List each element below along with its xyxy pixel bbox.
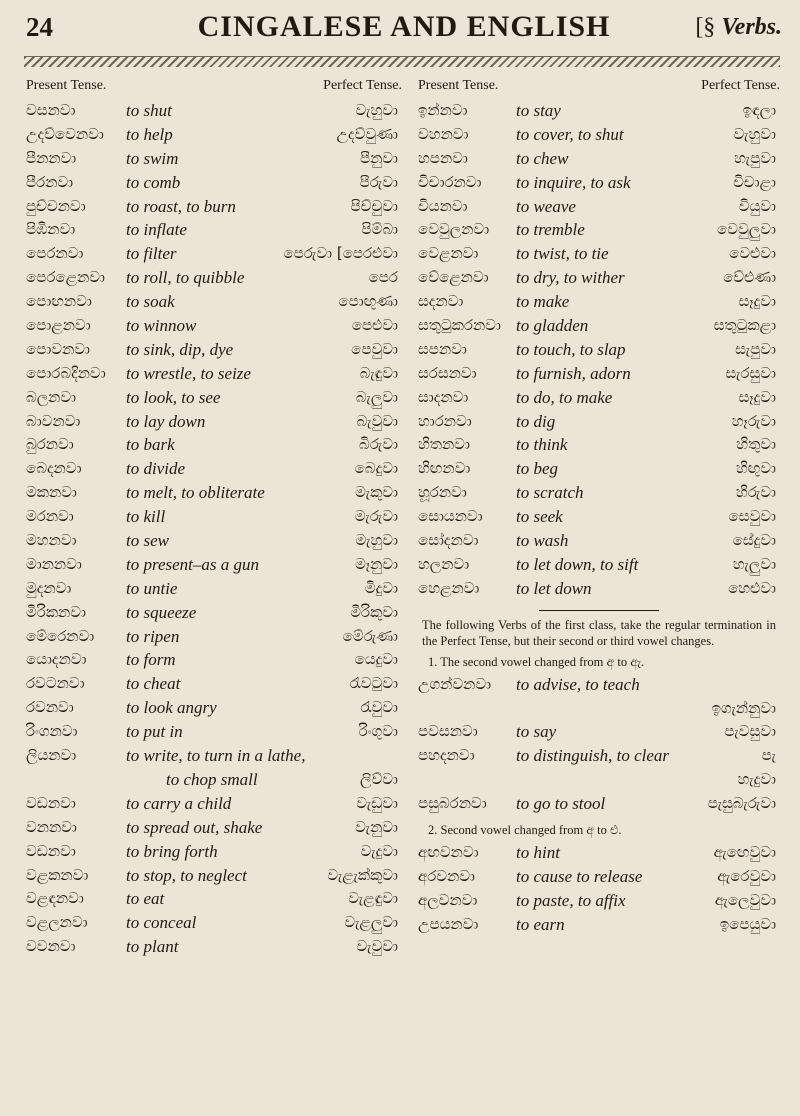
- divider: [539, 610, 659, 611]
- verb-entry-row: [26, 148, 402, 172]
- sinhala-perfect-tense: බෙදුවා: [354, 459, 398, 478]
- sinhala-present-tense: මරනවා: [26, 507, 74, 526]
- sinhala-present-tense: පහදනවා: [418, 746, 475, 765]
- english-meaning: to say: [516, 722, 557, 742]
- sinhala-perfect-tense: වැඩුවා: [356, 793, 398, 812]
- verb-entry-row: [26, 100, 402, 124]
- sinhala-present-tense: පොඟනවා: [26, 292, 92, 311]
- sinhala-present-tense: අඟවනවා: [418, 843, 479, 862]
- verb-entry-row: [26, 530, 402, 554]
- english-meaning: to gladden: [516, 316, 589, 336]
- verb-entry-row: [418, 842, 780, 866]
- sinhala-perfect-tense: මෑනුවා: [355, 554, 398, 573]
- sinhala-perfect-tense: වැහුවා: [355, 101, 398, 119]
- sinhala-perfect-tense: වැළැක්කුවා: [327, 865, 398, 884]
- verb-entry-row: [418, 148, 780, 172]
- english-meaning: to dig: [516, 411, 556, 431]
- english-meaning: to cheat: [126, 674, 181, 694]
- sinhala-perfect-tense: මැහුවා: [355, 531, 398, 550]
- english-meaning: to present–as a gun: [126, 554, 260, 574]
- sinhala-perfect-tense: සෑදුවා: [738, 292, 776, 311]
- sinhala-present-tense: මුදනවා: [26, 578, 72, 597]
- english-meaning: to wash: [516, 531, 569, 551]
- sinhala-perfect-tense: පෙවුවා: [351, 339, 398, 358]
- sinhala-present-tense: බුරනවා: [26, 435, 74, 454]
- sinhala-present-tense: බලනවා: [26, 387, 77, 406]
- sinhala-present-tense: පසුබරනවා: [418, 794, 487, 813]
- verb-entry-row: [418, 554, 780, 578]
- sinhala-perfect-tense: වැළඳුවා: [348, 889, 398, 908]
- english-meaning: to chop small: [166, 769, 258, 789]
- english-meaning: to roast, to burn: [126, 196, 236, 216]
- english-meaning: to swim: [126, 148, 179, 168]
- verb-entry-row: [418, 530, 780, 554]
- note-paragraph: The following Verbs of the first class, take the regular termination in the Perfect Tense, but their second or third vowel changes.: [422, 617, 776, 648]
- english-meaning: to chew: [516, 148, 569, 168]
- verb-entry-row: [418, 411, 780, 435]
- sinhala-perfect-tense: ඉගැන්නුවා: [711, 698, 776, 717]
- right-column-header: [418, 78, 780, 98]
- verb-entry-row: [26, 841, 402, 865]
- sinhala-present-tense: සරසනවා: [418, 363, 477, 382]
- sinhala-present-tense: වළඳනවා: [26, 889, 84, 908]
- verb-entry-row: [418, 698, 780, 722]
- verb-entry-row: [26, 888, 402, 912]
- sinhala-perfect-tense: පෙරුවා [පෙරළුවා: [283, 244, 398, 263]
- left-column: [26, 78, 402, 960]
- verb-entry-row: [418, 482, 780, 506]
- english-meaning: to touch, to slap: [516, 339, 626, 359]
- sinhala-perfect-tense: මැකුවා: [355, 483, 398, 502]
- sinhala-present-tense: වඩනවා: [26, 793, 76, 812]
- verb-entry-row: [26, 602, 402, 626]
- sinhala-present-tense: හාරනවා: [418, 411, 472, 430]
- verb-entry-row: [418, 100, 780, 124]
- verb-entry-row: [26, 769, 402, 793]
- page-header: [26, 4, 782, 54]
- english-meaning: to put in: [126, 722, 183, 742]
- english-meaning: to plant: [126, 937, 179, 957]
- sinhala-perfect-tense: බැවුවා: [356, 411, 398, 430]
- english-meaning: to bring forth: [126, 841, 218, 861]
- english-meaning: to winnow: [126, 316, 197, 336]
- sinhala-perfect-tense: පෙර: [368, 268, 398, 287]
- sinhala-perfect-tense: හිතුවා: [736, 435, 776, 454]
- verb-entry-row: [418, 890, 780, 914]
- perfect-tense-heading: Perfect Tense.: [701, 78, 780, 93]
- verb-entry-row: [26, 411, 402, 435]
- section-label: [695, 14, 782, 41]
- english-meaning: to bark: [126, 435, 175, 455]
- perfect-tense-heading: Perfect Tense.: [323, 78, 402, 93]
- sinhala-perfect-tense: ඇඟෙවුවා: [713, 843, 776, 862]
- sinhala-present-tense: පෙරනවා: [26, 244, 84, 263]
- verb-entry-row: [26, 506, 402, 530]
- sinhala-perfect-tense: හිඟුවා: [735, 459, 776, 478]
- sinhala-present-tense: වෙවුලනවා: [418, 220, 490, 239]
- sinhala-present-tense: රවනවා: [26, 698, 74, 717]
- sinhala-present-tense: වහනවා: [418, 124, 469, 143]
- sinhala-present-tense: සෝදනවා: [418, 531, 479, 550]
- sinhala-perfect-tense: හෙළුවා: [728, 578, 776, 597]
- sinhala-present-tense: සපනවා: [418, 339, 467, 358]
- english-meaning: to furnish, adorn: [516, 363, 631, 383]
- sinhala-present-tense: සාදනවා: [418, 387, 469, 406]
- english-meaning: to dry, to wither: [516, 268, 625, 288]
- sinhala-perfect-tense: බැලුවා: [355, 387, 398, 406]
- rule-1-heading: 1. The second vowel changed from අ to ඇ.: [428, 654, 645, 669]
- verb-entry-row: [418, 172, 780, 196]
- sinhala-present-tense: මිරිකනවා: [26, 602, 86, 621]
- verb-entry-row: [418, 674, 780, 698]
- english-meaning: to inquire, to ask: [516, 172, 631, 192]
- english-meaning: to kill: [126, 507, 166, 527]
- verb-entry-row: [418, 315, 780, 339]
- sinhala-perfect-tense: වැවුවා: [356, 937, 398, 956]
- english-meaning: to shut: [126, 101, 172, 120]
- english-meaning: to hint: [516, 843, 560, 863]
- verb-entry-row: [418, 866, 780, 890]
- sinhala-present-tense: වේළෙනවා: [418, 268, 489, 287]
- sinhala-present-tense: මානනවා: [26, 554, 82, 573]
- present-tense-heading: Present Tense.: [26, 78, 107, 93]
- sinhala-perfect-tense: හැපුවා: [734, 148, 776, 167]
- sinhala-present-tense: අලවනවා: [418, 890, 478, 909]
- rule-2-verb-list: [418, 842, 780, 938]
- sinhala-perfect-tense: යෙදුවා: [354, 650, 398, 669]
- verb-entry-row: [26, 817, 402, 841]
- verb-entry-row: [418, 243, 780, 267]
- sinhala-perfect-tense: සැපුවා: [735, 339, 776, 358]
- verb-entry-row: [26, 267, 402, 291]
- sinhala-perfect-tense: රැවුවා: [360, 698, 398, 717]
- verb-entry-row: [418, 914, 780, 938]
- sinhala-present-tense: පොරබදිනවා: [26, 363, 106, 382]
- sinhala-perfect-tense: ඇලෙවුවා: [714, 890, 776, 909]
- sinhala-present-tense: උපයනවා: [418, 914, 479, 933]
- verb-entry-row: [26, 912, 402, 936]
- verb-entry-row: [418, 387, 780, 411]
- sinhala-present-tense: බෙදනවා: [26, 459, 82, 478]
- sinhala-present-tense: පොවනවා: [26, 339, 90, 358]
- sinhala-present-tense: හිතනවා: [418, 435, 470, 454]
- verb-entry-row: [418, 339, 780, 363]
- rule-1-verb-list: [418, 674, 780, 817]
- verb-entry-row: [26, 243, 402, 267]
- sinhala-present-tense: යොදනවා: [26, 650, 87, 669]
- english-meaning: to melt, to obliterate: [126, 483, 265, 503]
- page-number: 24: [26, 12, 53, 42]
- verb-entry-row: [26, 315, 402, 339]
- sinhala-present-tense: වනනවා: [26, 817, 77, 836]
- sinhala-perfect-tense: වෙළුවා: [729, 244, 776, 263]
- decorative-rule: [24, 56, 780, 67]
- english-meaning: to spread out, shake: [126, 817, 263, 837]
- sinhala-perfect-tense: පොඟුණා: [338, 292, 398, 311]
- sinhala-perfect-tense: ඇරෙවුවා: [717, 866, 776, 885]
- english-meaning: to wrestle, to seize: [126, 363, 251, 383]
- sinhala-present-tense: සදනවා: [418, 292, 464, 311]
- verb-entry-row: [418, 721, 780, 745]
- english-meaning: to distinguish, to clear: [516, 746, 669, 766]
- sinhala-perfect-tense: හෑරුවා: [731, 411, 776, 430]
- verb-entry-row: [26, 387, 402, 411]
- english-meaning: to look, to see: [126, 387, 221, 407]
- sinhala-perfect-tense: රිංගුවා: [358, 722, 398, 741]
- right-verb-list: [418, 100, 780, 602]
- sinhala-perfect-tense: හැදුවා: [737, 770, 776, 789]
- sinhala-present-tense: පිඹිනවා: [26, 220, 76, 239]
- sinhala-perfect-tense: වෙවුලුවා: [717, 220, 776, 239]
- english-meaning: to stay: [516, 101, 561, 120]
- english-meaning: to advise, to teach: [516, 674, 640, 694]
- verb-entry-row: [418, 196, 780, 220]
- english-meaning: to let down, to sift: [516, 554, 639, 574]
- sinhala-present-tense: හලනවා: [418, 554, 470, 573]
- sinhala-perfect-tense: පිච්චුවා: [350, 196, 398, 215]
- verb-entry-row: [26, 793, 402, 817]
- sinhala-present-tense: බාවනවා: [26, 411, 81, 430]
- sinhala-present-tense: පෙරළෙනවා: [26, 268, 105, 287]
- sinhala-perfect-tense: පැවසුවා: [724, 722, 776, 741]
- sinhala-present-tense: පීරනවා: [26, 172, 74, 191]
- verb-entry-row: [26, 482, 402, 506]
- sinhala-perfect-tense: වැදුවා: [360, 841, 398, 860]
- verb-entry-row: [26, 458, 402, 482]
- english-meaning: to scratch: [516, 483, 584, 503]
- verb-entry-row: [26, 673, 402, 697]
- english-meaning: to twist, to tie: [516, 244, 609, 264]
- verb-entry-row: [26, 578, 402, 602]
- verb-entry-row: [26, 434, 402, 458]
- sinhala-perfect-tense: ඉපෙයුවා: [719, 914, 776, 933]
- present-tense-heading: Present Tense.: [418, 78, 499, 93]
- sinhala-present-tense: රවටනවා: [26, 674, 85, 693]
- verb-entry-row: [26, 363, 402, 387]
- english-meaning: to ripen: [126, 626, 180, 646]
- sinhala-perfect-tense: ලිව්වා: [360, 769, 398, 788]
- sinhala-perfect-tense: හැලුවා: [732, 554, 776, 573]
- verb-entry-row: [418, 745, 780, 769]
- sinhala-perfect-tense: සේදුවා: [732, 531, 776, 550]
- sinhala-present-tense: හූරනවා: [418, 483, 467, 502]
- sinhala-present-tense: රිංගනවා: [26, 722, 78, 741]
- sinhala-present-tense: පොළනවා: [26, 316, 91, 335]
- sinhala-present-tense: පීනනවා: [26, 148, 77, 167]
- verb-entry-row: [26, 626, 402, 650]
- sinhala-present-tense: පුච්චනවා: [26, 196, 86, 215]
- sinhala-present-tense: ලියනවා: [26, 746, 77, 765]
- sinhala-perfect-tense: වැනුවා: [355, 817, 398, 836]
- sinhala-perfect-tense: බිරුවා: [359, 435, 398, 454]
- sinhala-perfect-tense: විචාළා: [733, 172, 776, 191]
- sinhala-perfect-tense: සතුටුකළා: [713, 316, 776, 335]
- english-meaning: to earn: [516, 914, 565, 934]
- left-verb-list: [26, 100, 402, 960]
- sinhala-present-tense: මේරෙනවා: [26, 626, 95, 645]
- verb-entry-row: [418, 363, 780, 387]
- sinhala-present-tense: හිඟනවා: [418, 459, 471, 478]
- verb-entry-row: [418, 434, 780, 458]
- verb-entry-row: [418, 458, 780, 482]
- section-word: Verbs.: [721, 14, 782, 40]
- sinhala-perfect-tense: පැ: [761, 746, 776, 765]
- english-meaning: to look angry: [126, 698, 217, 718]
- english-meaning: to carry a child: [126, 793, 232, 813]
- sinhala-present-tense: වෙළනවා: [418, 244, 479, 263]
- verb-entry-row: [26, 291, 402, 315]
- english-meaning: to roll, to quibble: [126, 268, 245, 288]
- english-meaning: to help: [126, 124, 173, 144]
- english-meaning: to tremble: [516, 220, 585, 240]
- english-meaning: to squeeze: [126, 602, 197, 622]
- sinhala-perfect-tense: හිරුවා: [735, 483, 776, 502]
- sinhala-perfect-tense: රැවටුවා: [349, 674, 398, 693]
- sinhala-perfect-tense: බැඳුවා: [359, 363, 398, 382]
- verb-entry-row: [418, 506, 780, 530]
- english-meaning: to sink, dip, dye: [126, 339, 234, 359]
- section-symbol: [§: [695, 14, 716, 40]
- sinhala-present-tense: සතුටුකරනවා: [418, 316, 501, 335]
- english-meaning: to paste, to affix: [516, 890, 626, 910]
- sinhala-present-tense: හෙළනවා: [418, 578, 480, 597]
- english-meaning: to untie: [126, 578, 178, 598]
- verb-entry-row: [26, 697, 402, 721]
- english-meaning: to conceal: [126, 913, 197, 933]
- verb-entry-row: [26, 172, 402, 196]
- sinhala-perfect-tense: උදව්වුණා: [336, 124, 398, 143]
- verb-entry-row: [26, 554, 402, 578]
- verb-entry-row: [26, 721, 402, 745]
- sinhala-present-tense: පවසනවා: [418, 722, 478, 741]
- verb-entry-row: [418, 578, 780, 602]
- verb-entry-row: [26, 649, 402, 673]
- english-meaning: to beg: [516, 459, 559, 479]
- sinhala-present-tense: උගන්වනවා: [418, 674, 492, 693]
- verb-entry-row: [26, 936, 402, 960]
- english-meaning: to eat: [126, 889, 165, 909]
- english-meaning: to let down: [516, 578, 592, 598]
- left-column-header: [26, 78, 402, 98]
- right-column: [418, 78, 780, 938]
- english-meaning: to inflate: [126, 220, 187, 240]
- verb-entry-row: [418, 267, 780, 291]
- sinhala-perfect-tense: පෙළුවා: [351, 316, 398, 335]
- sinhala-present-tense: මහනවා: [26, 531, 77, 550]
- english-meaning: to weave: [516, 196, 576, 216]
- english-meaning: to form: [126, 650, 176, 670]
- verb-entry-row: [26, 865, 402, 889]
- verb-entry-row: [26, 196, 402, 220]
- sinhala-perfect-tense: සෑදුවා: [738, 387, 776, 406]
- english-meaning: to think: [516, 435, 568, 455]
- sinhala-perfect-tense: වියුවා: [738, 196, 776, 215]
- english-meaning: to cover, to shut: [516, 124, 624, 144]
- sinhala-present-tense: විචාරනවා: [418, 172, 482, 191]
- english-meaning: to filter: [126, 244, 177, 264]
- english-meaning: to do, to make: [516, 387, 613, 407]
- verb-entry-row: [26, 124, 402, 148]
- sinhala-perfect-tense: මේරුණා: [342, 626, 398, 645]
- verb-entry-row: [418, 219, 780, 243]
- sinhala-present-tense: ඉන්නවා: [418, 101, 468, 119]
- rule-2-heading: 2. Second vowel changed from අ to එ.: [428, 823, 622, 838]
- english-meaning: to cause to release: [516, 866, 643, 886]
- sinhala-perfect-tense: පීනුවා: [359, 148, 398, 167]
- sinhala-present-tense: වියනවා: [418, 196, 468, 215]
- sinhala-present-tense: වසනවා: [26, 101, 76, 119]
- sinhala-present-tense: වවනවා: [26, 937, 76, 956]
- verb-entry-row: [26, 339, 402, 363]
- verb-entry-row: [418, 124, 780, 148]
- sinhala-present-tense: වළකනවා: [26, 865, 89, 884]
- sinhala-present-tense: සොයනවා: [418, 507, 483, 526]
- english-meaning: to make: [516, 292, 570, 312]
- english-meaning: to seek: [516, 507, 563, 527]
- sinhala-present-tense: අරවනවා: [418, 866, 475, 885]
- sinhala-perfect-tense: මිරිකුවා: [350, 602, 398, 621]
- sinhala-perfect-tense: සැරසුවා: [725, 363, 776, 382]
- verb-entry-row: [418, 793, 780, 817]
- verb-entry-row: [418, 291, 780, 315]
- sinhala-present-tense: වළලනවා: [26, 913, 88, 932]
- english-meaning: to comb: [126, 172, 181, 192]
- verb-entry-row: [26, 745, 402, 769]
- english-meaning: to soak: [126, 292, 175, 312]
- sinhala-perfect-tense: මැරුවා: [354, 507, 398, 526]
- english-meaning: to write, to turn in a lathe,: [126, 746, 306, 766]
- english-meaning: to lay down: [126, 411, 206, 431]
- english-meaning: to divide: [126, 459, 186, 479]
- sinhala-perfect-tense: වැහුවා: [733, 124, 776, 143]
- verb-entry-row: [26, 219, 402, 243]
- verb-entry-row: [418, 769, 780, 793]
- sinhala-present-tense: උදව්වෙනවා: [26, 124, 104, 143]
- sinhala-perfect-tense: පිම්බා: [361, 220, 398, 239]
- page-title: CINGALESE AND ENGLISH: [197, 10, 611, 43]
- sinhala-perfect-tense: වැළලුවා: [344, 913, 398, 932]
- sinhala-perfect-tense: මිදුවා: [364, 578, 398, 597]
- english-meaning: to go to stool: [516, 794, 606, 814]
- sinhala-perfect-tense: ඉඳලා: [742, 101, 776, 119]
- sinhala-present-tense: මකනවා: [26, 483, 77, 502]
- sinhala-perfect-tense: පැසුබැරුවා: [707, 794, 776, 813]
- sinhala-present-tense: වඩනවා: [26, 841, 76, 860]
- sinhala-perfect-tense: වේළුණා: [723, 268, 776, 287]
- sinhala-perfect-tense: සෙවුවා: [728, 507, 776, 526]
- english-meaning: to stop, to neglect: [126, 865, 247, 885]
- english-meaning: to sew: [126, 531, 169, 551]
- sinhala-present-tense: හපනවා: [418, 148, 468, 167]
- sinhala-perfect-tense: පීරුවා: [359, 172, 398, 191]
